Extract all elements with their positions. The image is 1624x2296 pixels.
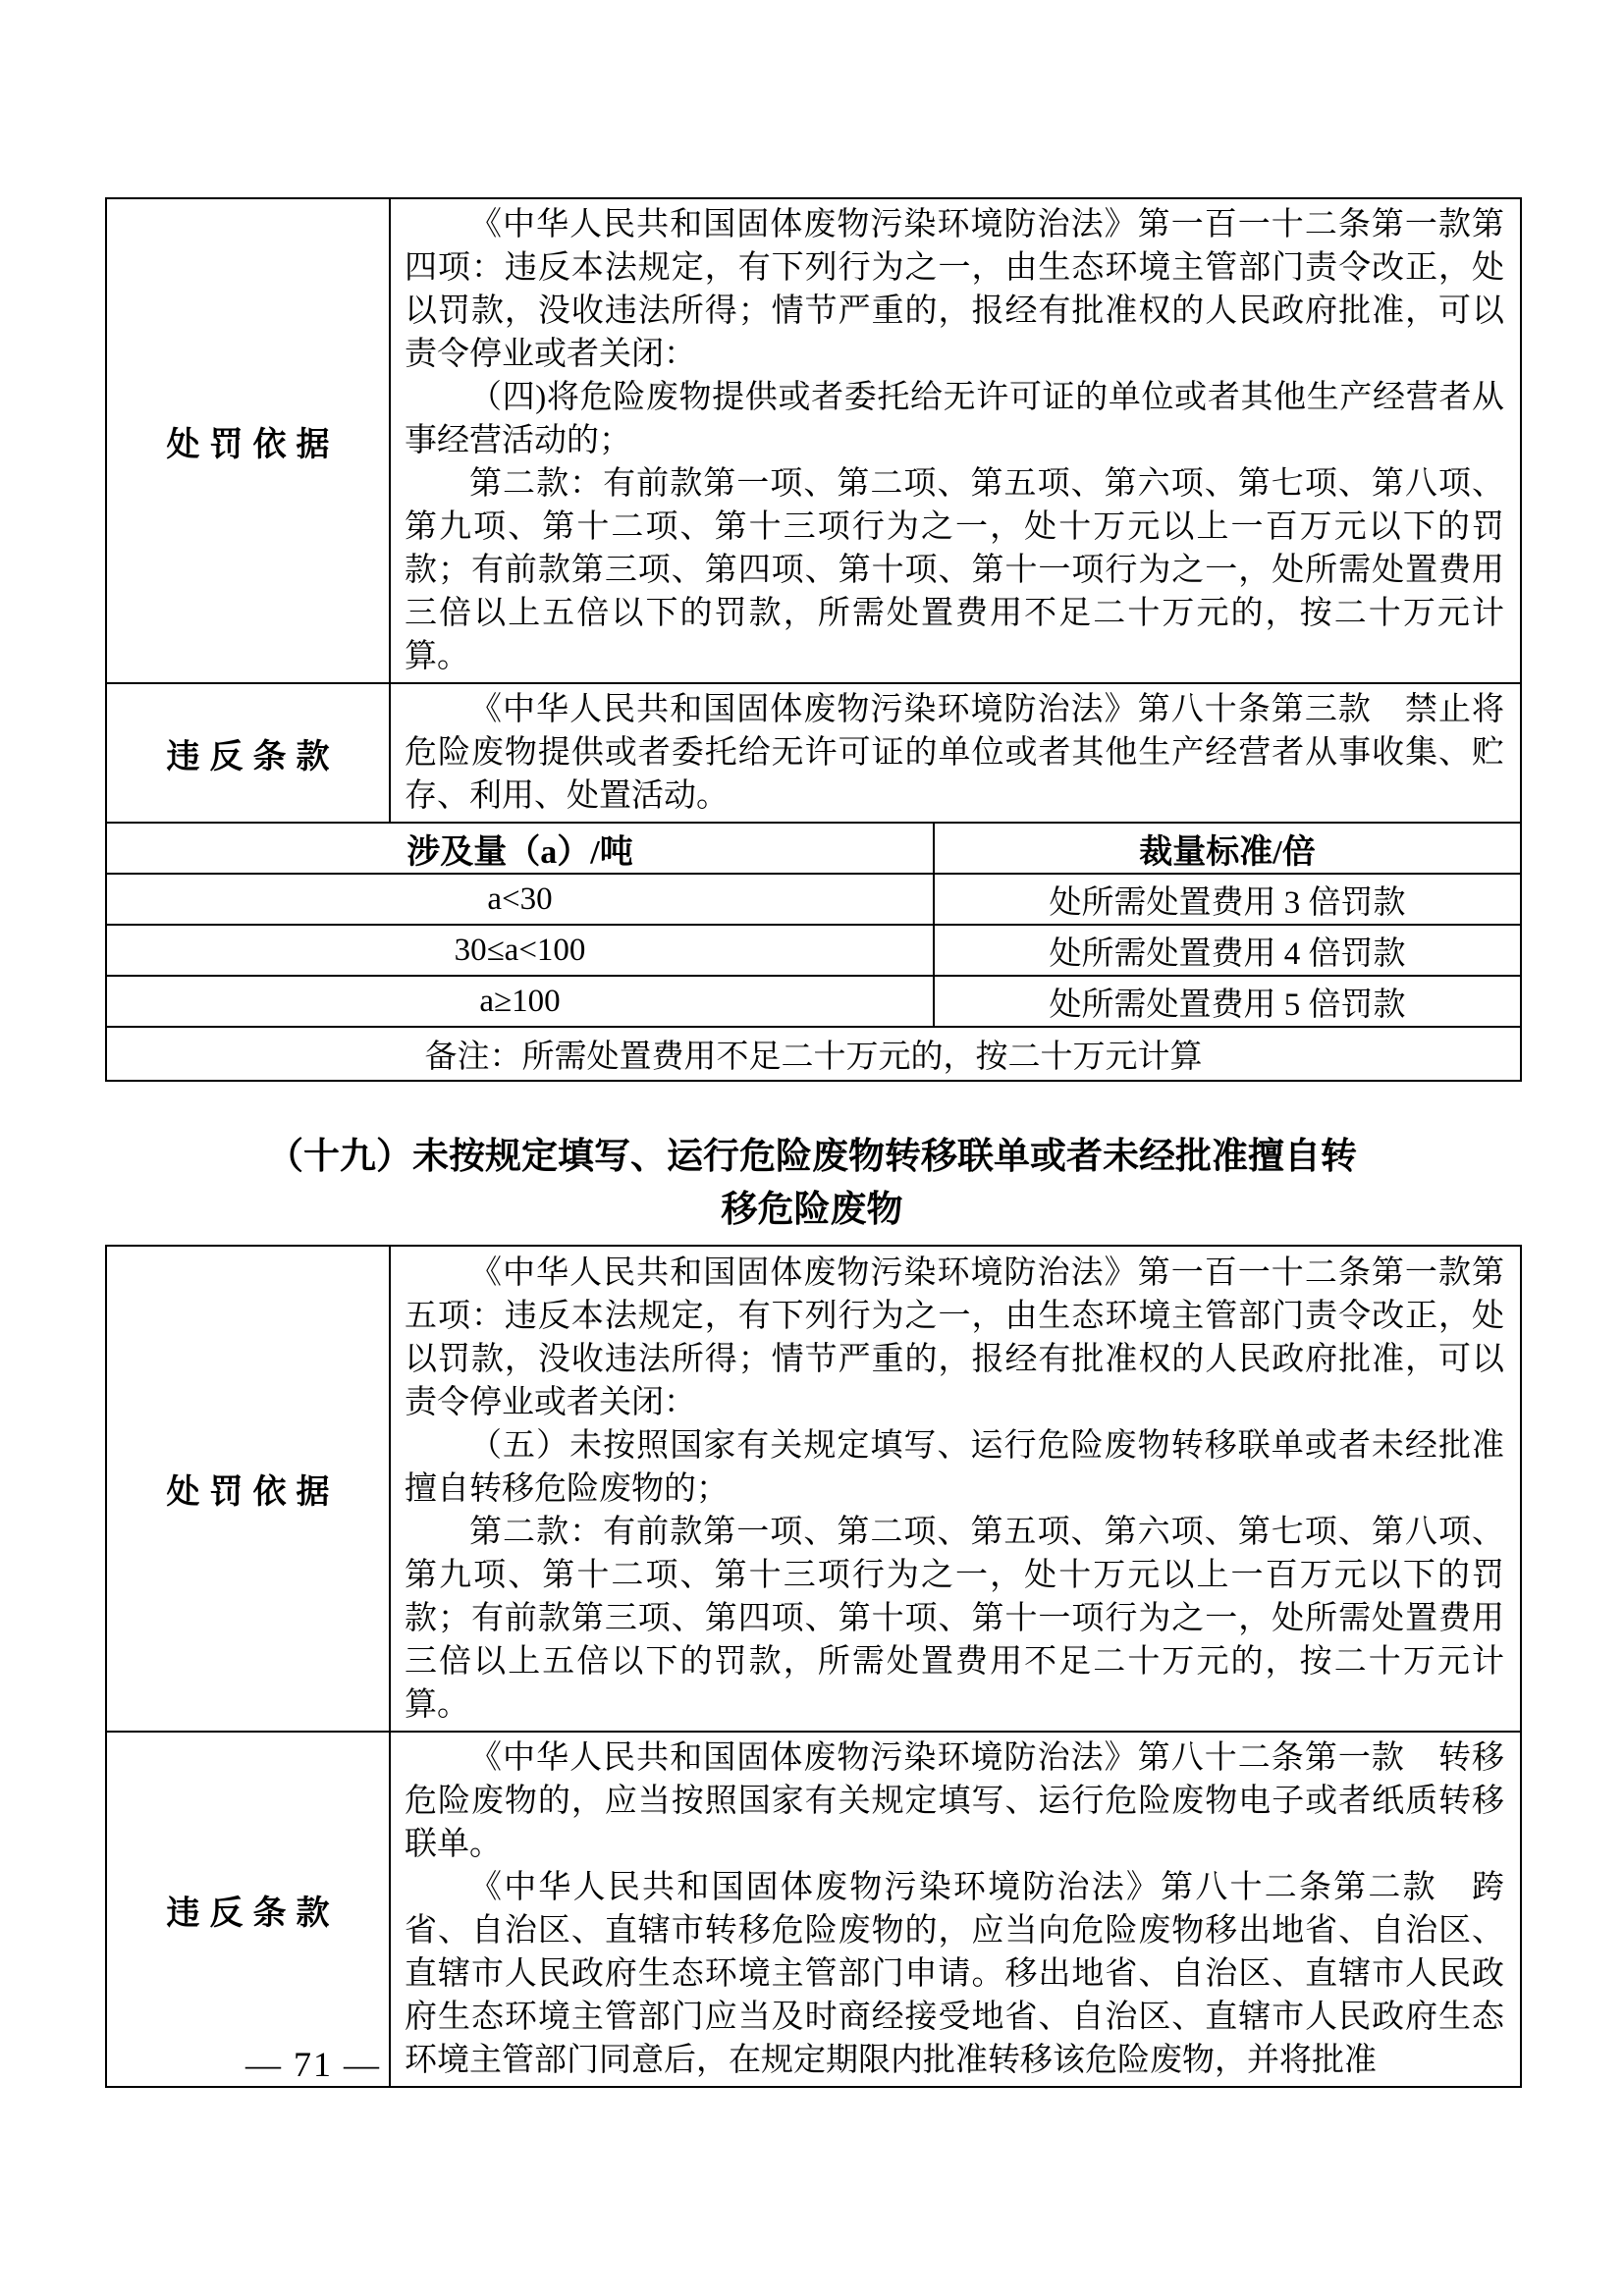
paragraph: （四)将危险废物提供或者委托给无许可证的单位或者其他生产经营者从事经营活动的；: [405, 380, 1504, 458]
note-row: [106, 1027, 1521, 1081]
table-row: [106, 1246, 1521, 1732]
paragraph: 《中华人民共和国固体废物污染环境防治法》第八十二条第二款 跨省、自治区、直辖市转移危险废物的，应当向危险废物移出地省、自治区、直辖市人民政府生态环境主管部门申请。移出地省、自治区、直辖市人民政府生态环境主管部门应当及时商经接受地省、自治区、直辖市人民政府生态环境主管部门同意后，在规定期限内批准转移该危险废物，并将批准: [405, 1870, 1504, 2078]
subtable-row: [106, 874, 1521, 925]
standard-value: 处所需处置费用 3 倍罚款: [934, 874, 1521, 925]
note-text: 备注：所需处置费用不足二十万元的，按二十万元计算: [106, 1027, 1521, 1081]
violated-clause-content: [390, 1732, 1521, 2087]
violated-clause-label: 违反条款: [106, 683, 390, 823]
section-heading-line-1: （十九）未按规定填写、运行危险废物转移联单或者未经批准擅自转: [267, 1137, 1357, 1177]
table-row: [106, 683, 1521, 823]
penalty-basis-content: [390, 1246, 1521, 1732]
standard-value: 处所需处置费用 5 倍罚款: [934, 976, 1521, 1027]
quantity-value: 30≤a<100: [106, 925, 934, 976]
subtable-row: [106, 925, 1521, 976]
subtable-row: [106, 976, 1521, 1027]
penalty-table-2: [105, 1245, 1522, 2088]
quantity-column-header: 涉及量（a）/吨: [106, 823, 934, 874]
paragraph: 第二款：有前款第一项、第二项、第五项、第六项、第七项、第八项、第九项、第十二项、第十三项行为之一，处十万元以上一百万元以下的罚款；有前款第三项、第四项、第十项、第十一项行为之一，处所需处置费用三倍以上五倍以下的罚款，所需处置费用不足二十万元的，按二十万元计算。: [405, 1514, 1504, 1723]
section-heading: [218, 1131, 1406, 1237]
penalty-basis-label: 处罚依据: [106, 1246, 390, 1732]
subtable-header-row: [106, 823, 1521, 874]
paragraph: 《中华人民共和国固体废物污染环境防治法》第一百一十二条第一款第四项：违反本法规定，有下列行为之一，由生态环境主管部门责令改正，处以罚款，没收违法所得；情节严重的，报经有批准权的人民政府批准，可以责令停业或者关闭：: [405, 207, 1504, 372]
table-row: [106, 198, 1521, 683]
paragraph: 《中华人民共和国固体废物污染环境防治法》第八十条第三款 禁止将危险废物提供或者委托给无许可证的单位或者其他生产经营者从事收集、贮存、利用、处置活动。: [405, 692, 1504, 814]
paragraph: 《中华人民共和国固体废物污染环境防治法》第一百一十二条第一款第五项：违反本法规定，有下列行为之一，由生态环境主管部门责令改正，处以罚款，没收违法所得；情节严重的，报经有批准权的人民政府批准，可以责令停业或者关闭：: [405, 1255, 1504, 1420]
quantity-value: a≥100: [106, 976, 934, 1027]
paragraph: （五）未按照国家有关规定填写、运行危险废物转移联单或者未经批准擅自转移危险废物的；: [405, 1427, 1504, 1507]
standard-column-header: 裁量标准/倍: [934, 823, 1521, 874]
quantity-value: a<30: [106, 874, 934, 925]
penalty-table-1: [105, 197, 1522, 1082]
paragraph: 《中华人民共和国固体废物污染环境防治法》第八十二条第一款 转移危险废物的，应当按照国家有关规定填写、运行危险废物电子或者纸质转移联单。: [405, 1740, 1504, 1862]
page-number: — 71 —: [245, 2045, 381, 2084]
section-heading-line-2: 移危险废物: [721, 1190, 903, 1230]
penalty-basis-content: [390, 198, 1521, 683]
paragraph: 第二款：有前款第一项、第二项、第五项、第六项、第七项、第八项、第九项、第十二项、第十三项行为之一，处十万元以上一百万元以下的罚款；有前款第三项、第四项、第十项、第十一项行为之一，处所需处置费用三倍以上五倍以下的罚款，所需处置费用不足二十万元的，按二十万元计算。: [405, 466, 1504, 674]
penalty-basis-label: 处罚依据: [106, 198, 390, 683]
table-row: [106, 1732, 1521, 2087]
violated-clause-content: [390, 683, 1521, 823]
violated-clause-label: 违反条款: [106, 1732, 390, 2087]
standard-value: 处所需处置费用 4 倍罚款: [934, 925, 1521, 976]
